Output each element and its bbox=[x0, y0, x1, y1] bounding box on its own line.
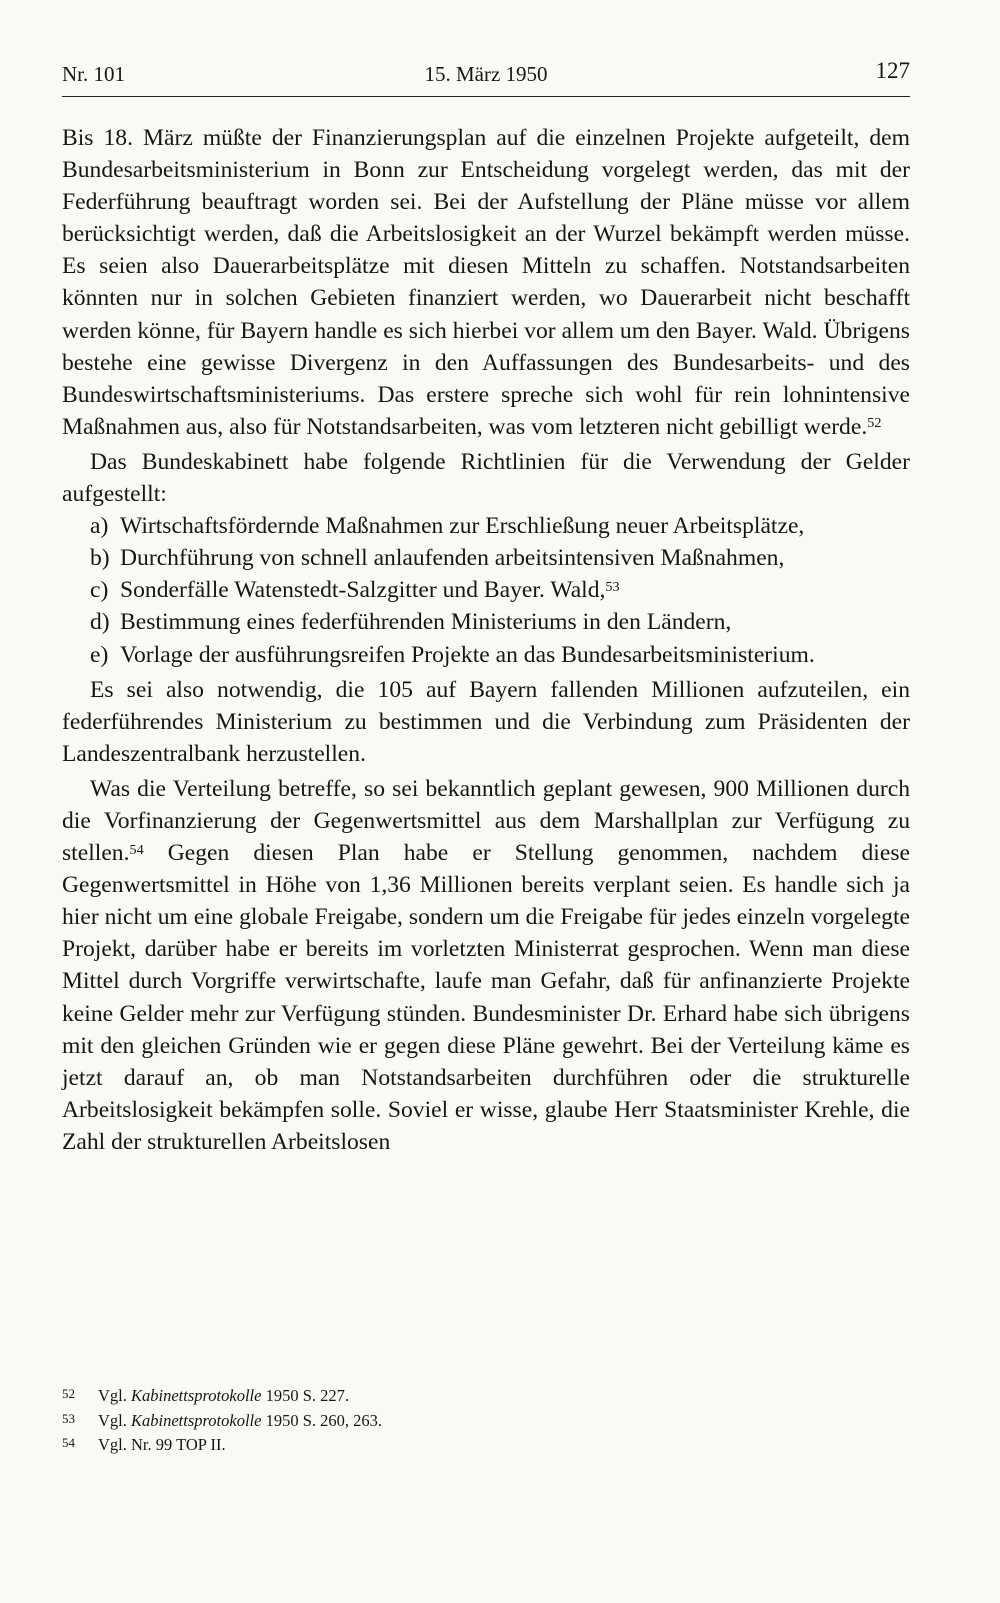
body-text bbox=[62, 122, 910, 1158]
list-marker: c) bbox=[90, 577, 109, 604]
footnote-number: 52 bbox=[62, 1386, 75, 1401]
paragraph-2: Das Bundeskabinett habe folgende Richtlinien für die Verwendung der Gelder aufgestellt: bbox=[62, 448, 910, 508]
footnote-page-ref: 1950 S. 227. bbox=[261, 1386, 350, 1405]
list-marker: a) bbox=[90, 513, 109, 540]
paragraph-4-text-b: Gegen diesen Plan habe er Stellung genommen, nachdem diese Gegenwertsmittel in Höhe von 1,36 Millionen bereits verplant seien. Es handle sich ja hier nicht um eine globale Freigabe, sondern um die Freigabe für jedes einzeln vorgelegte Projekt, darüber habe er bereits im vorletzten Ministerrat gesprochen. Wenn man diese Mittel durch Vorgriffe verwirtschafte, laufe man Gefahr, daß für anfinanzierte Projekte keine Gelder mehr zur Verfügung stünden. Bundesminister Dr. Erhard habe sich übrigens mit den gleichen Gründen wie er gegen diese Pläne gewehrt. Bei der Verteilung käme es jetzt darauf an, ob man Notstandsarbeiten durchführen oder die strukturelle Arbeitslosigkeit bekämpfen solle. Soviel er wisse, glaube Herr Staatsminister Krehle, die Zahl der strukturellen Arbeitslosen bbox=[62, 840, 910, 1155]
footnote-53 bbox=[62, 1409, 910, 1434]
footnote-number: 54 bbox=[62, 1435, 75, 1450]
header-rule bbox=[62, 96, 910, 97]
footnote-text: Vgl. bbox=[98, 1410, 131, 1430]
footnote-number: 53 bbox=[62, 1410, 75, 1426]
page-number: 127 bbox=[875, 58, 910, 83]
footnote-ref-52[interactable]: 52 bbox=[867, 415, 882, 432]
list-item bbox=[62, 510, 910, 542]
list-item bbox=[62, 606, 910, 638]
list-item-text: Vorlage der ausführungsreifen Projekte an das Bundesarbeitsministerium. bbox=[120, 641, 815, 668]
footnote-54 bbox=[62, 1433, 910, 1458]
document-number: Nr. 101 bbox=[62, 62, 125, 86]
footnote-text: Vgl. bbox=[98, 1386, 131, 1405]
list-item-text: Wirtschaftsfördernde Maßnahmen zur Erschließung neuer Arbeitsplätze, bbox=[120, 513, 805, 540]
paragraph-3: Es sei also notwendig, die 105 auf Bayern fallenden Millionen aufzuteilen, ein federführendes Ministerium zu bestimmen und die Verbindung zum Präsidenten der Landeszentralbank herzustellen. bbox=[62, 676, 910, 767]
footnote-ref-53[interactable]: 53 bbox=[605, 578, 620, 595]
list-marker: d) bbox=[90, 609, 110, 636]
list-item-text: Bestimmung eines federführenden Ministeriums in den Ländern, bbox=[120, 609, 732, 636]
list-item bbox=[62, 574, 910, 606]
footnote-source-title: Kabinettsprotokolle bbox=[131, 1386, 262, 1405]
paragraph-4-text-a: Was die Verteilung betreffe, so sei bekanntlich geplant gewesen, 900 Millionen durch die Vorfinanzierung der Gegenwertsmittel aus dem Marshallplan zur Verfügung zu stellen. bbox=[62, 775, 910, 867]
running-head bbox=[62, 56, 910, 96]
list-item bbox=[62, 639, 910, 671]
footnote-ref-54[interactable]: 54 bbox=[129, 841, 144, 858]
list-item-text: Durchführung von schnell anlaufenden arbeitsintensiven Maßnahmen, bbox=[120, 545, 785, 572]
list-marker: e) bbox=[90, 641, 109, 668]
footnote-page-ref: 1950 S. 260, 263. bbox=[261, 1410, 383, 1430]
paragraph-1 bbox=[62, 122, 910, 443]
footnote-52 bbox=[62, 1384, 910, 1409]
footnote-text: Vgl. Nr. 99 TOP II. bbox=[98, 1435, 226, 1454]
paragraph-4 bbox=[62, 773, 910, 1158]
footnote-source-title: Kabinettsprotokolle bbox=[131, 1410, 262, 1430]
paragraph-1-text: Bis 18. März müßte der Finanzierungsplan auf die einzelnen Projekte aufgeteilt, dem Bundesarbeitsministerium in Bonn zur Entscheidung vorgelegt werden, das mit der Federführung beauftragt worden sei. Bei der Aufstellung der Pläne müsse vor allem berücksichtigt werden, daß die Arbeitslosigkeit an der Wurzel bekämpft werden müsse. Es seien also Dauerarbeitsplätze mit diesen Mitteln zu schaffen. Notstandsarbeiten könnten nur in solchen Gebieten finanziert werden, wo Dauerarbeit nicht beschafft werden könne, für Bayern handle es sich hierbei vor allem um den Bayer. Wald. Übrigens bestehe eine gewisse Divergenz in den Auffassungen des Bundesarbeits- und des Bundeswirtschaftsministeriums. Das erstere spreche sich wohl für rein lohnintensive Maßnahmen aus, also für Notstandsarbeiten, was vom letzteren nicht gebilligt werde. bbox=[62, 125, 910, 440]
list-item bbox=[62, 542, 910, 574]
list-item-text: Sonderfälle Watenstedt-Salzgitter und Bayer. Wald, bbox=[120, 577, 606, 604]
list-marker: b) bbox=[90, 545, 110, 572]
document-date: 15. März 1950 bbox=[424, 62, 548, 86]
guideline-list bbox=[62, 510, 910, 670]
footnotes bbox=[62, 1384, 910, 1458]
